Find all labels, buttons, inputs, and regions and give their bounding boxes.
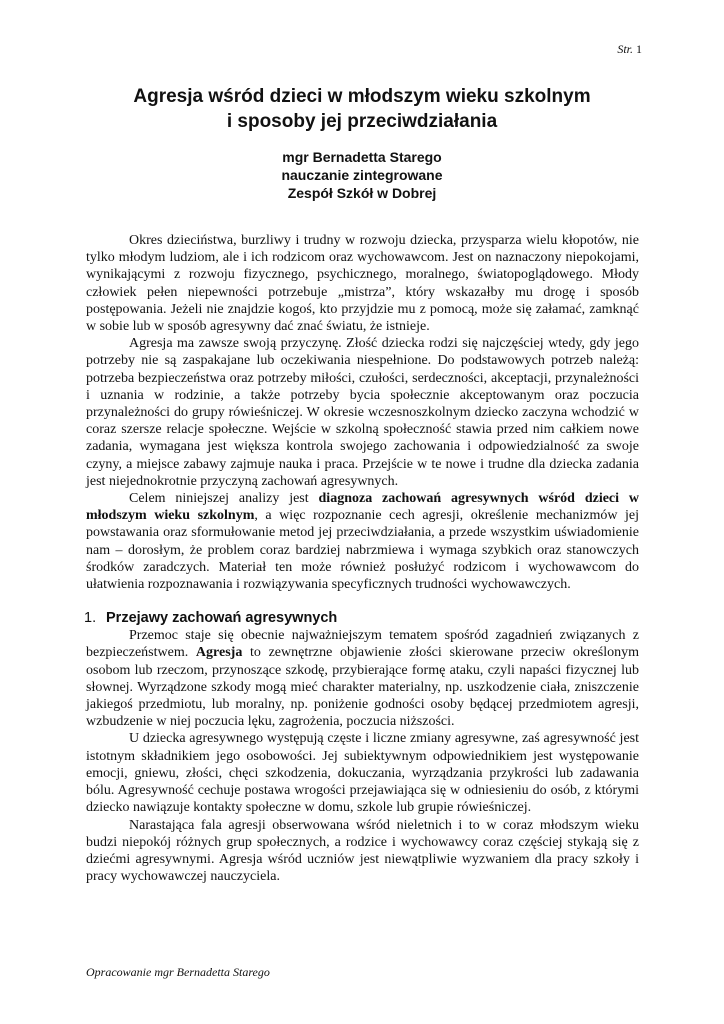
section-p1-emphasis: Agresja <box>195 645 243 661</box>
author-role: nauczanie zintegrowane <box>281 167 443 183</box>
author-school: Zespół Szkół w Dobrej <box>287 185 437 201</box>
title-line-2: i sposoby jej przeciwdziałania <box>226 111 498 132</box>
section-paragraph-1 <box>86 627 639 730</box>
intro-paragraph-3 <box>86 490 639 593</box>
section-p1-start: Przemoc staje się obecnie najważniejszym tematem spośród zagadnień związanych z bezpieczeństwem. <box>86 628 639 661</box>
section-title: Przejawy zachowań agresywnych <box>106 610 338 627</box>
intro-p3-end: , a więc rozpoznanie cech agresji, określenie mechanizmów jej powstawania oraz sformułowanie metod jej przeciwdziałania, a przede wszystkim uświadomienie nam – dorosłym, że problem coraz bardziej nabrzmiewa i wymaga szybkich oraz stanowczych środków zaradczych. Materiał ten może również posłużyć rodzicom i wychowawcom do ułatwienia rozpoznawania i rozwiązywania specyficznych trudności wychowawczych. <box>86 508 640 593</box>
intro-paragraph-1: Okres dzieciństwa, burzliwy i trudny w rozwoju dziecka, przysparza wielu kłopotów, nie tylko młodym ludziom, ale i ich rodzicom oraz wychowawcom. Jest on naznaczony niepokojami, wynikającymi z rozwoju fizycznego, psychicznego, moralnego, światopoglądowego. Młody człowiek pełen niepewności potrzebuje „mistrza”, który wskazałby mu drogę i sposób postępowania. Jeżeli nie znajdzie kogoś, kto przyjdzie mu z pomocą, może się załamać, zamknąć w sobie lub w sposób agresywny dać znać światu, że istnieje. <box>86 233 639 335</box>
author-block <box>80 148 644 202</box>
page-number-value: 1 <box>636 42 642 56</box>
title-line-1: Agresja wśród dzieci w młodszym wieku szkolnym <box>133 86 591 107</box>
page-label: Str. <box>617 42 633 56</box>
section-paragraph-3: Narastająca fala agresji obserwowana wśród nieletnich i to w coraz młodszym wieku budzi niepokój różnych grup społecznych, a rodzice i wychowawcy coraz częściej stykają się z dziećmi agresywnymi. Agresja wśród uczniów jest niewątpliwie wyzwaniem dla pracy szkoły i pracy wychowawczej nauczyciela. <box>86 817 639 885</box>
page-number <box>617 42 642 57</box>
section-heading <box>84 609 639 627</box>
section-paragraph-2: U dziecka agresywnego występują częste i liczne zmiany agresywne, zaś agresywność jest istotnym składnikiem jego osobowości. Jej subiektywnym odpowiednikiem jest występowanie emocji, gniewu, złości, chęci szkodzenia, dokuczania, wyrządzania przykrości lub zadawania bólu. Agresywność cechuje postawa wrogości przejawiająca się w odniesieniu do osób, z którymi dziecko nawiązuje kontakty społeczne w domu, szkole lub grupie rówieśniczej. <box>86 731 639 816</box>
intro-paragraph-2: Agresja ma zawsze swoją przyczynę. Złość dziecka rodzi się najczęściej wtedy, gdy jego potrzeby nie są zaspakajane lub oczekiwania niespełnione. Do podstawowych potrzeb należą: potrzeba bezpieczeństwa oraz potrzeby miłości, czułości, serdeczności, akceptacji, przynależności i uznania w rodzinie, a także potrzeby bycia społecznie akceptowanym oraz poczucia przynależności do grupy rówieśniczej. W okresie wczesnoszkolnym dziecko zaczyna wchodzić w coraz szersze relacje społeczne. Wejście w szkolną społeczność stawia przed nim całkiem nowe zadania, wymagana jest większa kontrola swojego zachowania i odpowiedzialność za swoje czyny, a miejsce zabawy zajmuje nauka i praca. Przejście w te nowe i trudne dla dziecka zadania jest niejednokrotnie przyczyną zachowań agresywnych. <box>86 336 639 489</box>
intro-p3-emphasis: diagnoza zachowań agresywnych wśród dzieci w młodszym wieku szkolnym <box>86 491 640 524</box>
author-name: mgr Bernadetta Starego <box>282 149 442 165</box>
section-number: 1. <box>84 610 97 627</box>
document-title <box>80 84 644 134</box>
intro-p3-start: Celem niniejszej analizy jest <box>129 491 319 507</box>
page-footer: Opracowanie mgr Bernadetta Starego <box>86 965 270 979</box>
document-body <box>86 232 639 885</box>
section-p1-end: to zewnętrzne objawienie złości skierowane przeciw określonym osobom lub rzeczom, przynoszące szkodę, przybierające formę ataku, czyli napaści fizycznej lub słownej. Wyrządzone szkody mogą mieć charakter materialny, np. uszkodzenie ciała, zniszczenie jakiegoś przedmiotu, lub moralny, np. poniżenie godności osoby będącej przedmiotem agresji, wzbudzenie w niej poczucia lęku, zagrożenia, poczucia niższości. <box>86 645 639 730</box>
